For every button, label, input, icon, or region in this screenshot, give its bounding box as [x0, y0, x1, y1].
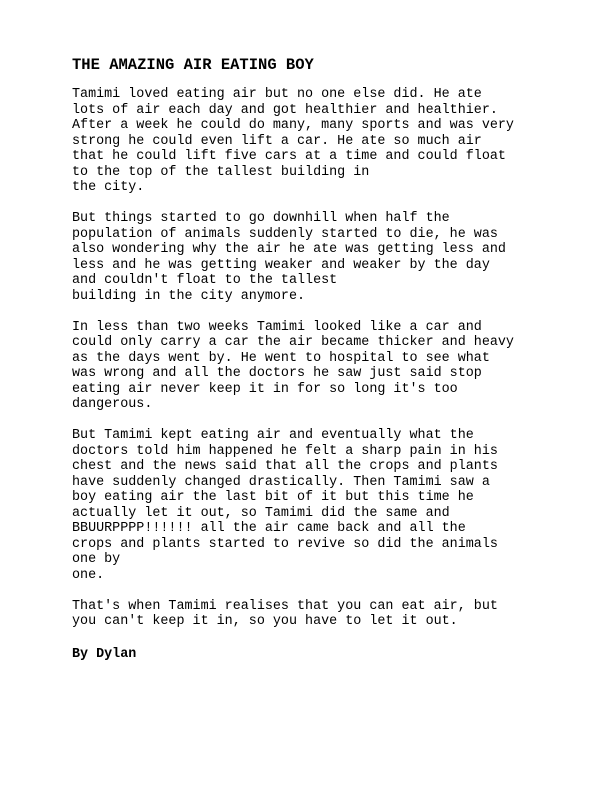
paragraph-1	[72, 87, 592, 196]
paragraph-3	[72, 320, 592, 413]
paragraph-5	[72, 599, 592, 630]
paragraph-2	[72, 211, 592, 304]
text-line: chest and the news said that all the crops and plants	[72, 459, 498, 474]
text-line: you can't keep it in, so you have to let it out.	[72, 614, 458, 629]
document-title: THE AMAZING AIR EATING BOY	[72, 56, 314, 74]
text-line: to the top of the tallest building in	[72, 164, 370, 180]
text-line: strong he could even lift a car. He ate so much air	[72, 133, 482, 149]
text-line: lots of air each day and got healthier and healthier.	[72, 102, 498, 118]
text-line: that he could lift five cars at a time and could float	[72, 149, 506, 164]
text-line: But things started to go downhill when half the	[72, 211, 450, 226]
text-line: actually let it out, so Tamimi did the same and	[72, 505, 450, 521]
text-line: one by	[72, 552, 121, 567]
text-line: After a week he could do many, many sports and was very	[72, 118, 514, 133]
text-line: crops and plants started to revive so did the animals	[72, 536, 498, 552]
text-line: population of animals suddenly started to die, he was	[72, 226, 498, 242]
document-page	[72, 55, 592, 662]
text-line: dangerous.	[72, 397, 153, 412]
text-line: doctors told him happened he felt a sharp pain in his	[72, 443, 498, 459]
author-byline: By Dylan	[72, 646, 137, 662]
text-line: But Tamimi kept eating air and eventually what the	[72, 428, 474, 443]
text-line: BBUURPPPP!!!!!! all the air came back and all the	[72, 521, 466, 536]
text-line: eating air never keep it in for so long it's too	[72, 381, 458, 397]
text-line: the city.	[72, 180, 145, 195]
text-line: also wondering why the air he ate was getting less and	[72, 242, 506, 257]
text-line: was wrong and all the doctors he saw just said stop	[72, 366, 482, 381]
text-line: could only carry a car the air became thicker and heavy	[72, 335, 514, 350]
text-line: boy eating air the last bit of it but this time he	[72, 490, 474, 505]
text-line: building in the city anymore.	[72, 288, 306, 304]
text-line: one.	[72, 567, 105, 583]
text-line: as the days went by. He went to hospital to see what	[72, 350, 490, 366]
text-line: In less than two weeks Tamimi looked like a car and	[72, 319, 482, 335]
text-line: less and he was getting weaker and weaker by the day	[72, 257, 490, 273]
text-line: Tamimi loved eating air but no one else did. He ate	[72, 87, 482, 102]
paragraph-4	[72, 428, 592, 583]
text-line: That's when Tamimi realises that you can eat air, but	[72, 598, 498, 614]
text-line: have suddenly changed drastically. Then Tamimi saw a	[72, 474, 490, 490]
text-line: and couldn't float to the tallest	[72, 273, 338, 288]
